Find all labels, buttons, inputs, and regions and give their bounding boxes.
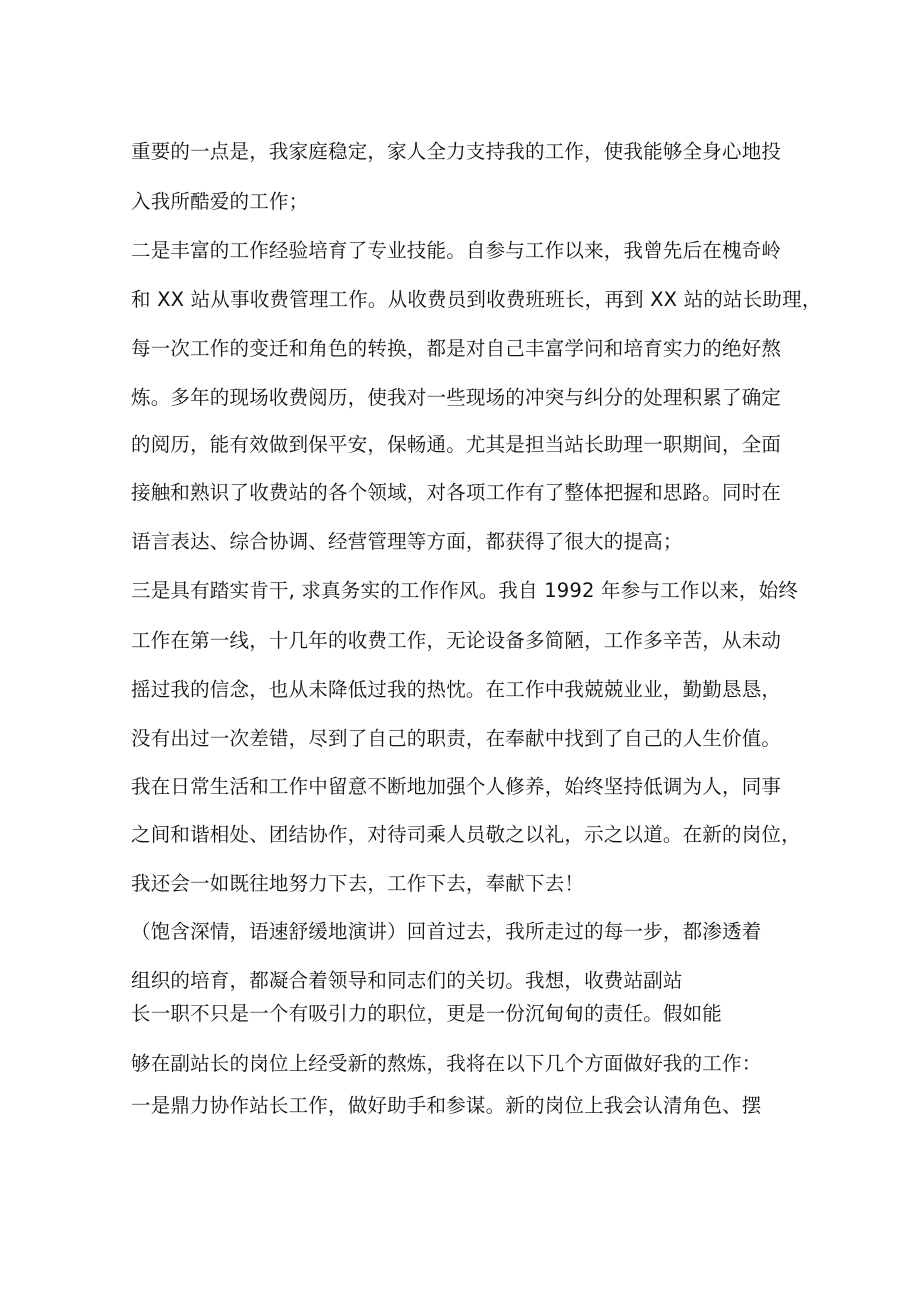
text-line: 接触和熟识了收费站的各个领域，对各项工作有了整体把握和思路。同时在 [131,481,782,504]
text-line: 入我所酷爱的工作； [131,190,309,213]
text-line: （饱含深情，语速舒缓地演讲）回首过去，我所走过的每一步，都渗透着 [131,920,762,943]
text-line: 组织的培育，都凝合着领导和同志们的关切。我想，收费站副站 [131,969,683,992]
text-line: 工作在第一线，十几年的收费工作，无论设备多简陋，工作多辛苦，从未动 [131,629,782,652]
text-line: 没有出过一次差错，尽到了自己的职责，在奉献中找到了自己的人生价值。 [131,727,782,750]
text-line: 一是鼎力协作站长工作，做好助手和参谋。新的岗位上我会认清角色、摆 [131,1094,762,1117]
text-line: 长一职不只是一个有吸引力的职位，更是一份沉甸甸的责任。假如能 [131,1002,723,1025]
text-line: 的阅历，能有效做到保平安，保畅通。尤其是担当站长助理一职期间，全面 [131,433,782,456]
text-line: 我在日常生活和工作中留意不断地加强个人修养，始终坚持低调为人，同事 [131,775,782,798]
text-line: 三是具有踏实肯干, 求真务实的工作作风。我自 1992 年参与工作以来，始终 [131,579,799,602]
text-line: 摇过我的信念，也从未降低过我的热忱。在工作中我兢兢业业，勤勤恳恳， [131,678,782,701]
text-line: 炼。多年的现场收费阅历，使我对一些现场的冲突与纠分的处理积累了确定 [131,386,782,409]
text-line: 和 XX 站从事收费管理工作。从收费员到收费班班长，再到 XX 站的站长助理， [131,288,822,311]
text-line: 我还会一如既往地努力下去，工作下去，奉献下去！ [131,872,585,895]
text-line: 每一次工作的变迁和角色的转换，都是对自己丰富学问和培育实力的绝好熬 [131,337,782,360]
text-line: 够在副站长的岗位上经受新的熬炼，我将在以下几个方面做好我的工作： [131,1052,762,1075]
text-line: 重要的一点是，我家庭稳定，家人全力支持我的工作，使我能够全身心地投 [131,140,782,163]
text-line: 二是丰富的工作经验培育了专业技能。自参与工作以来，我曾先后在槐奇岭 [131,239,782,262]
text-line: 语言表达、综合协调、经营管理等方面，都获得了很大的提高； [131,530,683,553]
text-line: 之间和谐相处、团结协作，对待司乘人员敬之以礼，示之以道。在新的岗位， [131,823,801,846]
